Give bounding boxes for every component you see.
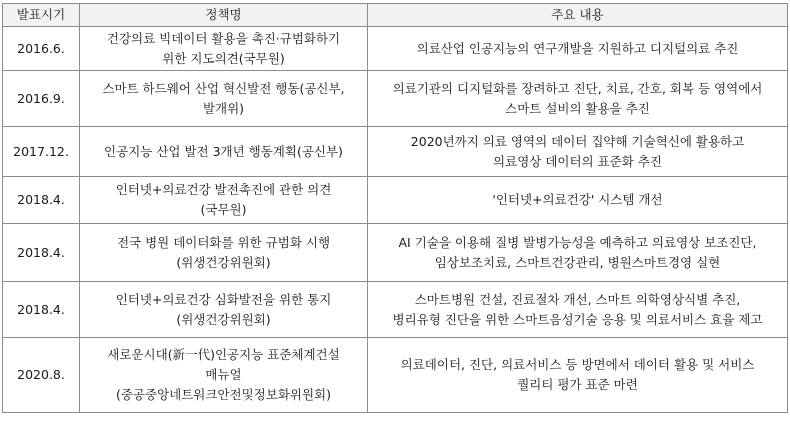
policy-name-line: 위한 지도의견(국무원) (162, 50, 285, 66)
policy-name-line: 스마트 하드웨어 산업 혁신발전 행동(공신부, (102, 80, 345, 96)
policy-table (2, 3, 788, 413)
table-row (3, 338, 788, 413)
content-line: 퀄리티 평가 표준 마련 (517, 377, 638, 392)
table-row (3, 71, 788, 127)
cell-date: 2018.4. (3, 224, 80, 282)
cell-main-content (368, 224, 788, 282)
cell-policy-name (80, 224, 368, 282)
content-line: 의료산업 인공지능의 연구개발을 지원하고 디지털의료 추진 (416, 40, 739, 56)
cell-policy-name (80, 71, 368, 127)
cell-main-content (368, 338, 788, 413)
table-row (3, 127, 788, 177)
content-line: 2020년까지 의료 영역의 데이터 집약해 기술혁신에 활용하고 (410, 133, 745, 149)
policy-name-line: 인공지능 산업 발전 3개년 행동계획(공신부) (104, 143, 343, 159)
policy-name-line: 인터넷+의료건강 발전촉진에 관한 의견 (115, 182, 332, 197)
cell-policy-name (80, 127, 368, 177)
cell-date: 2016.6. (3, 27, 80, 71)
content-line: AI 기술을 이용해 질병 발병가능성을 예측하고 의료영상 보조진단, (398, 234, 757, 250)
content-line: 스마트 설비의 활용을 추진 (505, 100, 650, 116)
header-policy-name: 정책명 (80, 4, 368, 27)
content-line: 스마트병원 건설, 진료절차 개선, 스마트 의학영상식별 추진, (414, 291, 741, 307)
table-row (3, 224, 788, 282)
policy-name-line: (위생건강위원회) (176, 254, 271, 270)
cell-date: 2017.12. (3, 127, 80, 177)
table-row (3, 27, 788, 71)
cell-main-content (368, 127, 788, 177)
policy-name-line: (국무원) (200, 202, 247, 217)
cell-date: 2018.4. (3, 177, 80, 224)
policy-name-line: 인터넷+의료건강 심화발전을 위한 통지 (115, 291, 332, 307)
table-row (3, 282, 788, 338)
policy-name-line: 발개위) (202, 100, 245, 116)
content-line: 의료기관의 디지털화를 장려하고 진단, 치료, 간호, 회복 등 영역에서 (392, 80, 763, 96)
header-date: 발표시기 (3, 4, 80, 27)
policy-name-line: (중공중앙네트워크안전및정보화위원회) (115, 387, 332, 402)
table-header-row (3, 4, 788, 27)
cell-date: 2016.9. (3, 71, 80, 127)
cell-main-content (368, 177, 788, 224)
cell-date: 2018.4. (3, 282, 80, 338)
header-main-content: 주요 내용 (368, 4, 788, 27)
cell-policy-name (80, 282, 368, 338)
policy-name-line: 건강의료 빅데이터 활용을 촉진·규범화하기 (106, 30, 341, 46)
policy-name-line: 새로운시대(新一代)인공지능 표준체계건설 (107, 347, 340, 362)
cell-policy-name (80, 177, 368, 224)
cell-policy-name (80, 27, 368, 71)
cell-main-content (368, 27, 788, 71)
cell-policy-name (80, 338, 368, 413)
content-line: 의료영상 데이터의 표준화 추진 (493, 153, 662, 169)
content-line: 의료데이터, 진단, 의료서비스 등 방면에서 데이터 활용 및 서비스 (400, 357, 755, 372)
cell-date: 2020.8. (3, 338, 80, 413)
cell-main-content (368, 71, 788, 127)
table-row (3, 177, 788, 224)
content-line: 임상보조치료, 스마트건강관리, 병원스마트경영 실현 (434, 254, 721, 270)
cell-main-content (368, 282, 788, 338)
content-line: 병리유형 진단을 위한 스마트음성기술 응용 및 의료서비스 효율 제고 (392, 311, 763, 327)
policy-name-line: 전국 병원 데이터화를 위한 규범화 시행 (116, 234, 331, 250)
content-line: '인터넷+의료건강' 시스템 개선 (492, 192, 663, 207)
policy-name-line: 매뉴얼 (205, 367, 242, 382)
policy-name-line: (위생건강위원회) (176, 311, 271, 327)
